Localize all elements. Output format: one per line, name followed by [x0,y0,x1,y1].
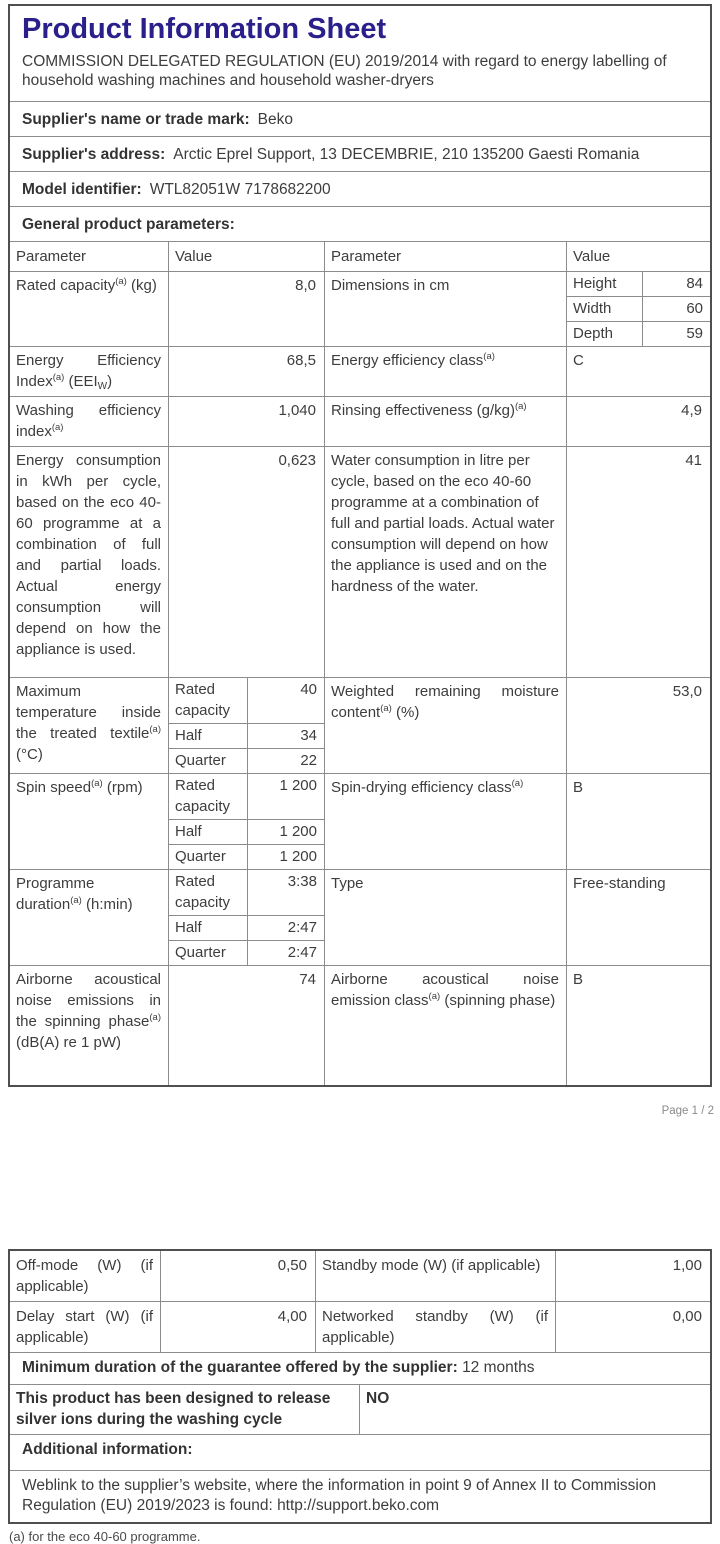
row-additional-information [10,1434,710,1470]
row-programme-duration [10,869,710,965]
type-param: Type [324,870,566,965]
row-energy-consumption [10,446,710,677]
duration-half-label: Half [175,919,202,936]
supplier-address-row [10,136,710,171]
delay-start-param: Delay start (W) (if applicable) [16,1308,153,1346]
duration-half-value: 2:47 [247,916,324,940]
guarantee-value: 12 months [462,1359,535,1376]
rinsing-value: 4,9 [566,397,710,446]
dimension-row-depth [567,322,710,346]
spin-speed-subtable [168,774,324,869]
dimension-depth-value: 59 [642,322,710,346]
max-temp-rated-row [169,678,324,724]
washing-efficiency-value: 1,040 [168,397,324,446]
dimension-row-width [567,297,710,322]
max-temp-quarter-value: 22 [247,749,324,773]
noise-class-param: Airborne acoustical noise emission class$^{(a)}$ (spinning phase) [324,966,566,1085]
spin-drying-class-value: B [566,774,710,869]
general-parameters-row [10,206,710,241]
networked-standby-value: 0,00 [555,1302,710,1352]
general-parameters-label: General product parameters: [22,216,235,233]
rated-capacity-param: Rated capacity$^{(a)}$ (kg) [16,276,157,294]
delay-start-value: 4,00 [160,1302,315,1352]
model-identifier-value: WTL82051W 7178682200 [149,181,331,198]
supplier-name-label: Supplier's name or trade mark: [22,111,250,128]
rinsing-param: Rinsing effectiveness $(g/kg)^{(a)}$ [324,397,566,446]
dimension-width-label: Width [573,300,612,317]
duration-rated-value: 3:38 [247,870,324,915]
networked-standby-param: Networked standby (W) (if applicable) [315,1302,555,1352]
row-airborne-noise [10,965,710,1085]
washing-efficiency-param: Washing efficiency index$^{(a)}$ [16,402,161,440]
spin-rated-row [169,774,324,820]
col-header-value-1: Value [168,242,324,271]
dimensions-param: Dimensions in cm [324,272,566,346]
programme-duration-param: Programme duration$^{(a)}$ (h:min) [16,875,133,913]
max-temp-half-value: 34 [247,724,324,748]
moisture-value: 53,0 [566,678,710,773]
model-identifier-label: Model identifier: [22,181,142,198]
rated-capacity-value: 8,0 [168,272,324,346]
page-title: Product Information Sheet [22,13,387,45]
spin-rated-value: 1 200 [247,774,324,819]
max-temp-rated-label: Rated capacity [175,681,231,719]
row-spin-speed [10,773,710,869]
duration-rated-label: Rated capacity [175,873,231,911]
page-indicator: Page 1 / 2 [661,1105,714,1117]
col-header-parameter-2: Parameter [324,242,566,271]
max-temp-half-row [169,724,324,749]
noise-emissions-value: 74 [168,966,324,1085]
footnote-eco-programme: (a) for the eco 40-60 programme. [9,1529,201,1544]
dimension-height-value: 84 [642,272,710,296]
max-temperature-subtable [168,678,324,773]
duration-quarter-label: Quarter [175,944,226,961]
row-max-temperature [10,677,710,773]
max-temp-rated-value: 40 [247,678,324,723]
spin-rated-label: Rated capacity [175,777,231,815]
spin-half-row [169,820,324,845]
energy-class-value: C [566,347,710,396]
row-guarantee [10,1352,710,1384]
moisture-param: Weighted remaining moisture content$^{(a)}$ (%) [324,678,566,773]
spin-quarter-row [169,845,324,869]
max-temp-quarter-row [169,749,324,773]
off-mode-value: 0,50 [160,1251,315,1301]
row-weblink [10,1470,710,1522]
dimension-depth-label: Depth [573,325,614,342]
row-off-mode [10,1251,710,1301]
supplier-address-value: Arctic Eprel Support, 13 DECEMBRIE, 210 135200 Gaesti Romania [173,146,640,163]
additional-information-label: Additional information: [22,1441,193,1458]
max-temperature-param: Maximum temperature inside the treated textile$^{(a)}$ (°C) [16,683,161,763]
supplier-name-row [10,101,710,136]
weblink-label: Weblink to the supplier’s website, where the information in point 9 of Annex II to Commission Regulation (EU) 2019/2023 is found: [22,1477,657,1514]
spin-half-label: Half [175,823,202,840]
type-value: Free-standing [566,870,710,965]
duration-half-row [169,916,324,941]
row-silver-ions [10,1384,710,1434]
noise-class-value: B [566,966,710,1085]
noise-emissions-param: Airborne acoustical noise emissions in the spinning phase$^{(a)}$ (dB(A) re 1 pW) [16,971,161,1051]
page1-container [8,4,712,1087]
col-header-value-2: Value [566,242,710,271]
dimension-height-label: Height [573,275,617,292]
col-header-parameter-1: Parameter [16,248,87,265]
regulation-text: COMMISSION DELEGATED REGULATION (EU) 2019/2014 with regard to energy labelling of household washing machines and household washer-dryers [22,53,667,89]
duration-rated-row [169,870,324,916]
dimensions-subtable [566,272,710,346]
standby-value: 1,00 [555,1251,710,1301]
spin-half-value: 1 200 [247,820,324,844]
programme-duration-subtable [168,870,324,965]
row-energy-efficiency-index [10,346,710,396]
energy-consumption-param: Energy consumption in kWh per cycle, based on the eco 40-60 programme at a combination of full and partial loads. Actual energy consumption will depend on how the appliance is used. [16,452,161,658]
duration-quarter-value: 2:47 [247,941,324,965]
model-identifier-row [10,171,710,206]
row-rated-capacity [10,271,710,346]
dimension-row-height [567,272,710,297]
spin-quarter-value: 1 200 [247,845,324,869]
spin-speed-param: Spin speed$^{(a)}$ (rpm) [16,778,143,796]
dimension-width-value: 60 [642,297,710,321]
max-temp-half-label: Half [175,727,202,744]
row-delay-start [10,1301,710,1352]
eei-value: 68,5 [168,347,324,396]
eei-param: Energy Efficiency Index$^{(a)}$ $(EEI_W)$ [16,352,161,392]
silver-ions-label: This product has been designed to release silver ions during the washing cycle [16,1390,331,1428]
row-washing-efficiency [10,396,710,446]
max-temp-quarter-label: Quarter [175,752,226,769]
table-header-row [10,241,710,271]
supplier-name-value: Beko [257,111,293,128]
page2-container [8,1249,712,1524]
water-consumption-value: 41 [566,447,710,677]
off-mode-param: Off-mode (W) (if applicable) [16,1257,153,1295]
weblink-url: http://support.beko.com [277,1497,440,1514]
duration-quarter-row [169,941,324,965]
spin-quarter-label: Quarter [175,848,226,865]
standby-param: Standby mode (W) (if applicable) [315,1251,555,1301]
spin-drying-class-param: Spin-drying efficiency class$^{(a)}$ [324,774,566,869]
guarantee-label: Minimum duration of the guarantee offered by the supplier: [22,1359,458,1376]
energy-class-param: Energy efficiency class$^{(a)}$ [324,347,566,396]
supplier-address-label: Supplier's address: [22,146,166,163]
water-consumption-param: Water consumption in litre per cycle, based on the eco 40-60 programme at a combination of full and partial loads. Actual water consumption will depend on how the appliance is used and on the hardness of the water. [324,447,566,677]
energy-consumption-value: 0,623 [168,447,324,677]
silver-ions-value: NO [359,1385,710,1434]
